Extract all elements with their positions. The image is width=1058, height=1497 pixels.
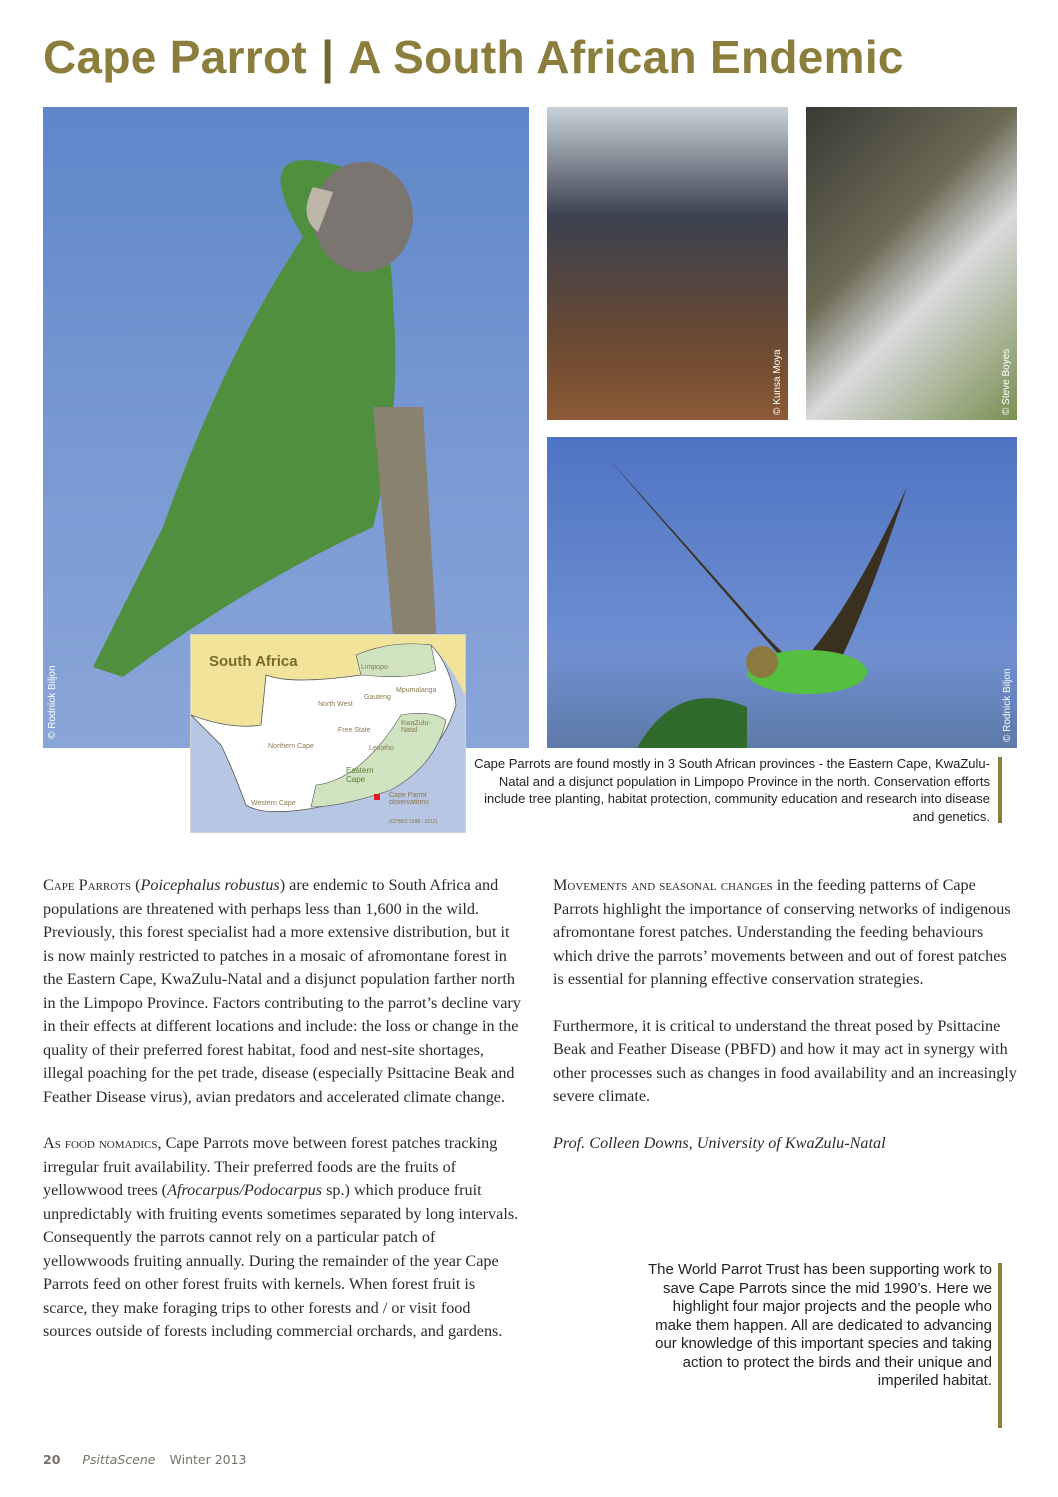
- map-legend: Cape Parrot observations: [389, 792, 429, 806]
- intro-callout: The World Parrot Trust has been supporting work to save Cape Parrots since the mid 1990’s. Here we highlight four major projects and the people who make them happen. All are dedicated to advancing our knowledge of this important species and taking action to protect the birds and their unique and imperiled habitat.: [647, 1261, 992, 1389]
- scientific-name: Poicephalus robustus: [140, 876, 280, 894]
- distribution-map: [190, 634, 466, 833]
- author-byline: Prof. Colleen Downs, University of KwaZulu-Natal: [553, 1133, 886, 1152]
- issue-date: Winter 2013: [169, 1452, 247, 1467]
- map-label: Western Cape: [251, 800, 296, 807]
- map-label: Mpumalanga: [396, 687, 437, 694]
- photo-credit: © Rodnick Biljon: [47, 665, 58, 739]
- map-label: Lesotho: [369, 745, 394, 752]
- lead-in: Cape Parrots: [43, 876, 132, 894]
- paragraph: As food nomadics, Cape Parrots move between forest patches tracking irregular fruit availability. Their preferred foods are the fruits of yellowwood trees (Afrocarpus/Podocarpus sp.) which produce fruit unpredictably with fruiting events sometimes separated by long intervals. Consequently the parrots cannot rely on a particular patch of yellowwoods fruiting annually. During the remainder of the year Cape Parrots feed on other forest fruits with kernels. When forest fruit is scarce, they make foraging trips to other forests and / or visit food sources outside of forests including commercial orchards, and gardens.: [43, 1134, 519, 1340]
- photo-parrot-in-hand: [806, 107, 1017, 420]
- intro-accent-bar: [998, 1263, 1002, 1428]
- lead-in: As food nomadics: [43, 1134, 158, 1152]
- article-column-right: [553, 874, 1018, 1178]
- page-footer: [43, 1452, 247, 1467]
- photo-credit: © Rodnick Biljon: [1002, 668, 1013, 742]
- photo-credit: © Kunsa Moya: [772, 349, 783, 415]
- photo-caption: Cape Parrots are found mostly in 3 South African provinces - the Eastern Cape, KwaZulu-Natal and a disjunct population in Limpopo Province in the north. Conservation efforts include tree planting, habitat protection, community education and research into disease and genetics.: [474, 756, 990, 824]
- page-title: [43, 30, 904, 84]
- map-label: Eastern Cape: [346, 766, 374, 784]
- map-label: Northern Cape: [268, 743, 314, 750]
- map-legend-source: (CPBBS 1998 - 2012): [389, 819, 438, 825]
- photo-tree-planting: [547, 107, 788, 420]
- caption-accent-bar: [998, 757, 1002, 823]
- title-main: Cape Parrot: [43, 31, 308, 83]
- magazine-name: PsittaScene: [82, 1452, 156, 1467]
- lead-in: Movements and seasonal changes: [553, 876, 773, 894]
- map-label: Gauteng: [364, 694, 391, 701]
- page-number: 20: [43, 1452, 61, 1467]
- map-label: Free State: [338, 727, 371, 734]
- paragraph: Movements and seasonal changes in the feeding patterns of Cape Parrots highlight the importance of conserving networks of indigenous afromontane forest patches. Understanding the feeding behaviours which drive the parrots’ movements between and out of forest patches is essential for planning effective conservation strategies.: [553, 876, 1011, 988]
- scientific-name: Afrocarpus/Podocarpus: [167, 1181, 323, 1199]
- title-separator: |: [321, 31, 335, 83]
- paragraph: Furthermore, it is critical to understand the threat posed by Psittacine Beak and Feather Disease (PBFD) and how it may act in synergy with other processes such as changes in food availability and an increasingly severe climate.: [553, 1016, 1017, 1105]
- flying-parrot-illustration: [547, 437, 1017, 748]
- map-label: Limpopo: [361, 664, 388, 671]
- map-label: North West: [318, 701, 353, 708]
- map-label: KwaZulu-Natal: [401, 720, 431, 734]
- photo-credit: © Steve Boyes: [1001, 348, 1012, 415]
- map-title: South Africa: [209, 653, 298, 670]
- photo-parrot-in-flight: [547, 437, 1017, 748]
- paragraph: Cape Parrots (Poicephalus robustus) are endemic to South Africa and populations are threatened with perhaps less than 1,600 in the wild. Previously, this forest specialist had a more extensive distribution, but it is now mainly restricted to patches in a mosaic of afromontane forest in the Eastern Cape, KwaZulu-Natal and a disjunct population farther north in the Limpopo Province. Factors contributing to the parrot’s decline vary in their effects at different locations and include: the loss or change in the quality of their preferred forest habitat, food and nest-site shortages, illegal poaching for the pet trade, disease (especially Psittacine Beak and Feather Disease virus), avian predators and accelerated climate change.: [43, 876, 521, 1106]
- title-subtitle: A South African Endemic: [348, 31, 904, 83]
- article-column-left: [43, 874, 523, 1367]
